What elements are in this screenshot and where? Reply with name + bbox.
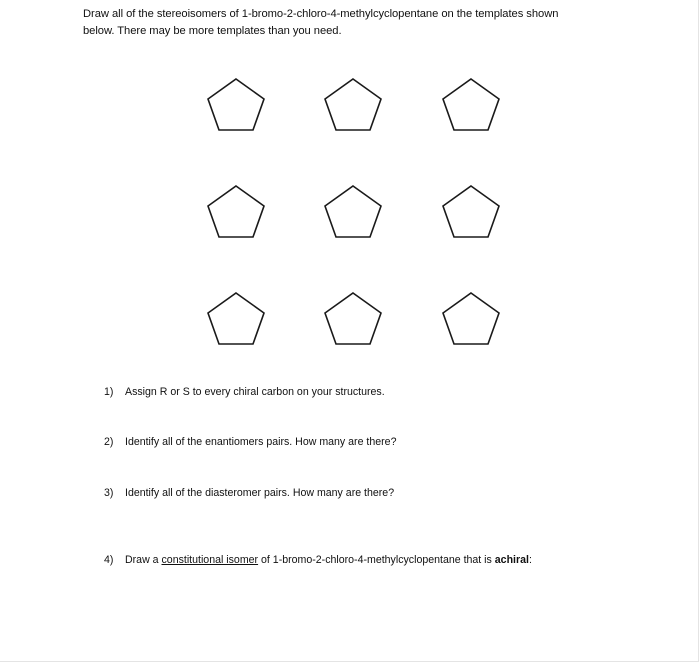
- pentagon-template-icon[interactable]: [208, 186, 264, 237]
- question-4: [104, 553, 532, 567]
- achiral-term: achiral: [494, 554, 529, 566]
- instructions-line-1: Draw all of the stereoisomers of 1-bromo-2-chloro-4-methylcyclopentane on the templates shown: [83, 8, 559, 20]
- question-text-end: :: [528, 554, 532, 566]
- question-text: Identify all of the diasteromer pairs. How many are there?: [125, 487, 395, 499]
- question-3: [104, 486, 394, 500]
- pentagon-template-icon[interactable]: [443, 293, 499, 344]
- question-text-start: Draw a: [125, 554, 162, 566]
- pentagon-template-icon[interactable]: [208, 293, 264, 344]
- pentagon-template-icon[interactable]: [325, 293, 381, 344]
- question-1: [104, 385, 385, 399]
- question-text: Assign R or S to every chiral carbon on your structures.: [125, 386, 385, 398]
- question-text: Identify all of the enantiomers pairs. How many are there?: [125, 436, 397, 448]
- question-2: [104, 435, 396, 449]
- question-number: 1): [104, 386, 114, 398]
- pentagon-template-icon[interactable]: [325, 186, 381, 237]
- pentagon-template-icon[interactable]: [325, 79, 381, 130]
- question-text-middle: of 1-bromo-2-chloro-4-methylcyclopentane that is: [258, 554, 495, 566]
- pentagon-template-icon[interactable]: [443, 79, 499, 130]
- pentagon-template-icon[interactable]: [443, 186, 499, 237]
- question-number: 3): [104, 487, 114, 499]
- instructions-line-2: below. There may be more templates than you need.: [83, 24, 342, 37]
- question-number: 2): [104, 436, 114, 448]
- pentagon-template-icon[interactable]: [208, 79, 264, 130]
- constitutional-isomer-term: constitutional isomer: [161, 554, 259, 566]
- question-number: 4): [104, 554, 114, 566]
